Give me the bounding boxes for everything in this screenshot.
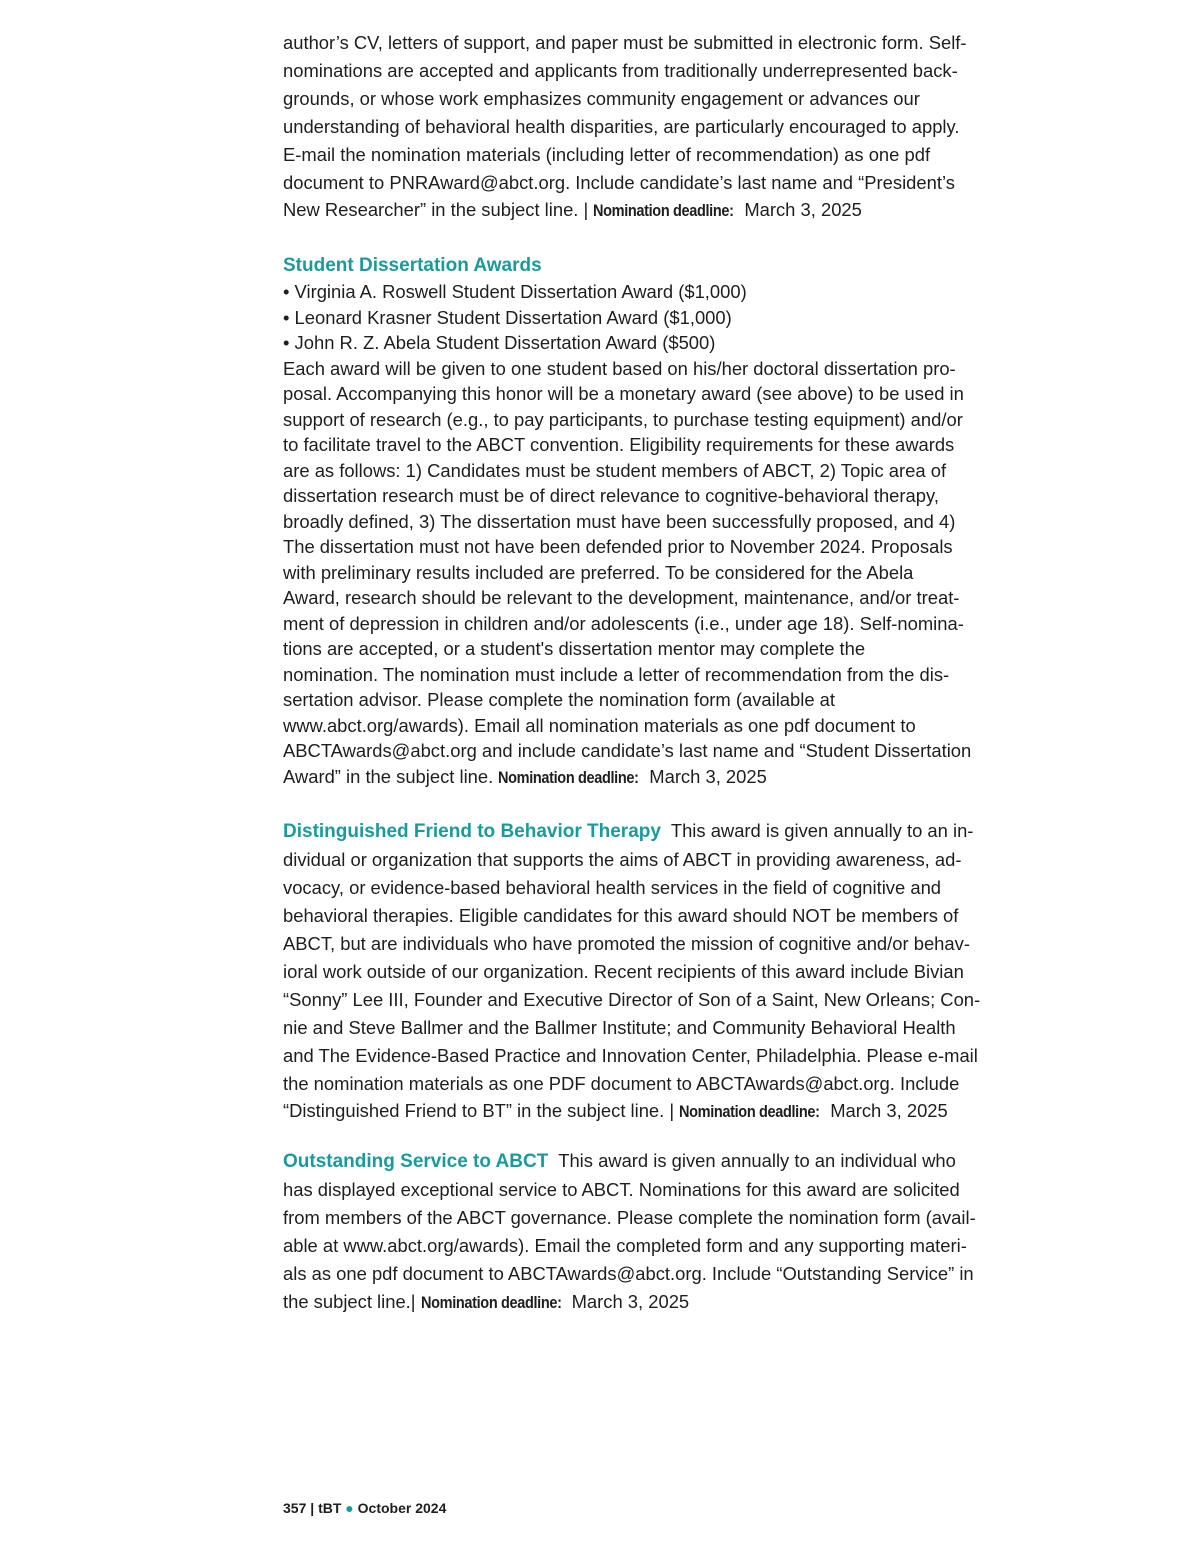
text-line: dividual or organization that supports the aims of ABCT in providing awareness, ad- — [283, 849, 962, 871]
deadline-date: March 3, 2025 — [571, 1290, 690, 1312]
text-line: to facilitate travel to the ABCT convention. Eligibility requirements for these awards — [283, 434, 955, 456]
distinguished-friend-section — [283, 817, 983, 1127]
text-line: able at www.abct.org/awards). Email the completed form and any supporting materi- — [283, 1235, 967, 1257]
text-line: als as one pdf document to ABCTAwards@abct.org. Include “Outstanding Service” in — [283, 1262, 974, 1284]
spacer — [283, 791, 983, 817]
text-line: document to PNRAward@abct.org. Include candidate’s last name and “President’s — [283, 171, 955, 193]
section-heading: Student Dissertation Awards — [283, 255, 542, 277]
text-line: broadly defined, 3) The dissertation must have been successfully proposed, and 4) — [283, 510, 956, 532]
deadline-label: Nomination deadline: — [679, 1103, 820, 1122]
article-column — [283, 29, 983, 1318]
text-line-last — [283, 1097, 983, 1127]
issue-date: October 2024 — [357, 1500, 447, 1516]
text-line: support of research (e.g., to pay participants, to purchase testing equipment) and/or — [283, 408, 963, 430]
text-line: from members of the ABCT governance. Please complete the nomination form (avail- — [283, 1207, 976, 1229]
text-line: ment of depression in children and/or adolescents (i.e., under age 18). Self-nomina- — [283, 612, 964, 634]
text-line-last — [283, 1288, 983, 1318]
intro-paragraph — [283, 29, 983, 226]
text-line: “Sonny” Lee III, Founder and Executive Director of Son of a Saint, New Orleans; Con- — [283, 988, 981, 1010]
page-footer — [283, 1500, 446, 1516]
text-line: tions are accepted, or a student's dissertation mentor may complete the — [283, 638, 866, 660]
page-number: 357 | — [283, 1500, 315, 1516]
service-paragraph — [283, 1147, 983, 1317]
list-item: • John R. Z. Abela Student Dissertation Award ($500) — [283, 332, 716, 354]
text-line-first — [283, 817, 983, 846]
section-heading: Outstanding Service to ABCT — [283, 1151, 549, 1173]
text-line: ioral work outside of our organization. Recent recipients of this award include Bivian — [283, 960, 964, 982]
text-line: with preliminary results included are preferred. To be considered for the Abela — [283, 561, 914, 583]
deadline-label: Nomination deadline: — [593, 202, 735, 221]
text-line: vocacy, or evidence-based behavioral health services in the field of cognitive and — [283, 877, 942, 899]
deadline-label: Nomination deadline: — [420, 1293, 562, 1312]
text-line-last — [283, 196, 983, 226]
deadline-date: March 3, 2025 — [744, 199, 862, 221]
text-line: www.abct.org/awards). Email all nomination materials as one pdf document to — [283, 714, 916, 736]
text-line: nomination. The nomination must include a letter of recommendation from the dis- — [283, 663, 950, 685]
text-line: This award is given annually to an individual who — [558, 1150, 956, 1172]
text-line: grounds, or whose work emphasizes community engagement or advances our — [283, 87, 920, 109]
text-line: understanding of behavioral health disparities, are particularly encouraged to apply. — [283, 115, 960, 137]
list-item: • Virginia A. Roswell Student Dissertation Award ($1,000) — [283, 281, 747, 303]
text-line: E-mail the nomination materials (including letter of recommendation) as one pdf — [283, 143, 931, 165]
student-dissertation-section — [283, 252, 983, 791]
text-line: and The Evidence-Based Practice and Innovation Center, Philadelphia. Please e-mail — [283, 1044, 978, 1066]
text-line: “Distinguished Friend to BT” in the subject line. | — [283, 1100, 675, 1122]
spacer — [283, 226, 983, 252]
deadline-label: Nomination deadline: — [498, 768, 639, 787]
outstanding-service-section — [283, 1147, 983, 1317]
list-item: • Leonard Krasner Student Dissertation Award ($1,000) — [283, 306, 732, 328]
deadline-date: March 3, 2025 — [830, 1100, 948, 1122]
award-list — [283, 279, 983, 356]
spacer — [283, 1127, 983, 1147]
text-line: The dissertation must not have been defended prior to November 2024. Proposals — [283, 536, 953, 558]
text-line-first — [283, 1147, 983, 1176]
student-paragraph — [283, 356, 983, 792]
text-line: dissertation research must be of direct relevance to cognitive-behavioral therapy, — [283, 485, 939, 507]
deadline-date: March 3, 2025 — [649, 765, 767, 787]
text-line: Award, research should be relevant to the development, maintenance, and/or treat- — [283, 587, 960, 609]
text-line: nominations are accepted and applicants from traditionally underrepresented back- — [283, 59, 958, 81]
section-heading: Distinguished Friend to Behavior Therapy — [283, 821, 661, 843]
text-line: New Researcher” in the subject line. | — [283, 199, 589, 221]
text-line: ABCT, but are individuals who have promoted the mission of cognitive and/or behav- — [283, 932, 970, 954]
text-line: has displayed exceptional service to ABCT. Nominations for this award are solicited — [283, 1179, 960, 1201]
text-line: are as follows: 1) Candidates must be student members of ABCT, 2) Topic area of — [283, 459, 947, 481]
text-line: author’s CV, letters of support, and paper must be submitted in electronic form. Self- — [283, 32, 967, 53]
text-line: the nomination materials as one PDF document to ABCTAwards@abct.org. Include — [283, 1072, 960, 1094]
text-line: sertation advisor. Please complete the nomination form (available at — [283, 689, 836, 711]
text-line: posal. Accompanying this honor will be a monetary award (see above) to be used in — [283, 383, 964, 405]
friend-paragraph — [283, 817, 983, 1127]
bullet-icon: ● — [345, 1500, 354, 1516]
text-line: the subject line.| — [283, 1290, 416, 1312]
journal-name: tBT — [318, 1500, 342, 1516]
text-line: Each award will be given to one student based on his/her doctoral dissertation pro- — [283, 357, 956, 379]
text-line: ABCTAwards@abct.org and include candidate’s last name and “Student Dissertation — [283, 740, 972, 762]
text-line: Award” in the subject line. — [283, 765, 494, 787]
text-line-last — [283, 764, 983, 792]
text-line: behavioral therapies. Eligible candidates for this award should NOT be members of — [283, 905, 959, 927]
text-line: nie and Steve Ballmer and the Ballmer Institute; and Community Behavioral Health — [283, 1016, 956, 1038]
text-line: This award is given annually to an in- — [670, 820, 974, 842]
